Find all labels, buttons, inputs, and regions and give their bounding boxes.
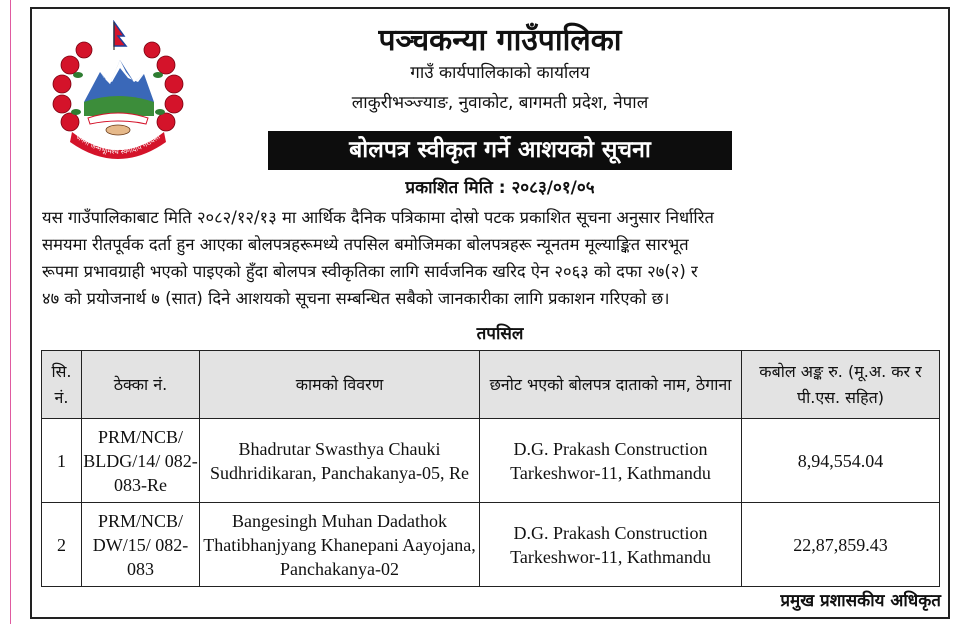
col-header-bidder: छनोट भएको बोलपत्र दाताको नाम, ठेगाना <box>480 351 742 419</box>
notice-title: बोलपत्र स्वीकृत गर्ने आशयको सूचना <box>268 131 732 170</box>
notice-body-line: रूपमा प्रभावग्राही भएको पाइएको हुँदा बोलपत्र स्वीकृतिका लागि सार्वजनिक खरिद ऐन २०६३ को दफा २७(२) र <box>42 262 698 281</box>
notice-body-line: समयमा रीतपूर्वक दर्ता हुन आएका बोलपत्रहरूमध्ये तपसिल बमोजिमका बोलपत्रहरू न्यूनतम मूल्याङ्कित सारभूत <box>42 235 689 254</box>
bid-acceptance-table <box>41 350 940 587</box>
published-value: २०८३/०१/०५ <box>511 178 595 198</box>
published-label: प्रकाशित मिति : <box>405 178 506 198</box>
cell-bidder: D.G. Prakash Construction Tarkeshwor-11, Kathmandu <box>480 503 742 587</box>
svg-text:जननी जन्मभूमिश्च स्वर्गादपि गर: जननी जन्मभूमिश्च स्वर्गादपि गरीयसी <box>74 132 162 157</box>
notice-body-line: यस गाउँपालिकाबाट मिति २०८२/१२/१३ मा आर्थिक दैनिक पत्रिकामा दोस्रो पटक प्रकाशित सूचना अनुसार निर्धारित <box>42 208 714 227</box>
cell-sn: 1 <box>42 419 82 503</box>
office-address: लाकुरीभञ्ज्याङ, नुवाकोट, बागमती प्रदेश, नेपाल <box>351 93 649 113</box>
published-date <box>270 176 730 200</box>
cell-contract-no: PRM/NCB/ BLDG/14/ 082-083-Re <box>82 419 200 503</box>
schedule-heading: तपसिल <box>476 324 524 344</box>
cell-bidder: D.G. Prakash Construction Tarkeshwor-11, Kathmandu <box>480 419 742 503</box>
page-margin-line <box>10 0 11 624</box>
municipality-name: पञ्चकन्या गाउँपालिका <box>378 23 622 58</box>
signatory-title: प्रमुख प्रशासकीय अधिकृत <box>780 591 941 611</box>
notice-body <box>42 204 942 312</box>
nepal-emblem-icon <box>48 20 188 165</box>
col-header-description: कामको विवरण <box>200 351 480 419</box>
cell-description: Bangesingh Muhan Dadathok Thatibhanjyang Khanepani Aayojana, Panchakanya-02 <box>200 503 480 587</box>
table-row <box>42 503 940 587</box>
cell-sn: 2 <box>42 503 82 587</box>
office-name: गाउँ कार्यपालिकाको कार्यालय <box>410 63 590 83</box>
cell-contract-no: PRM/NCB/ DW/15/ 082-083 <box>82 503 200 587</box>
table-row <box>42 419 940 503</box>
cell-amount: 22,87,859.43 <box>742 503 940 587</box>
cell-amount: 8,94,554.04 <box>742 419 940 503</box>
col-header-sn: सि. नं. <box>42 351 82 419</box>
notice-body-line: ४७ को प्रयोजनार्थ ७ (सात) दिने आशयको सूचना सम्बन्धित सबैको जानकारीका लागि प्रकाशन गरिएको छ। <box>42 289 670 308</box>
col-header-amount: कबोल अङ्क रु. (मू.अ. कर र पी.एस. सहित) <box>742 351 940 419</box>
col-header-contract-no: ठेक्का नं. <box>82 351 200 419</box>
cell-description: Bhadrutar Swasthya Chauki Sudhridikaran, Panchakanya-05, Re <box>200 419 480 503</box>
